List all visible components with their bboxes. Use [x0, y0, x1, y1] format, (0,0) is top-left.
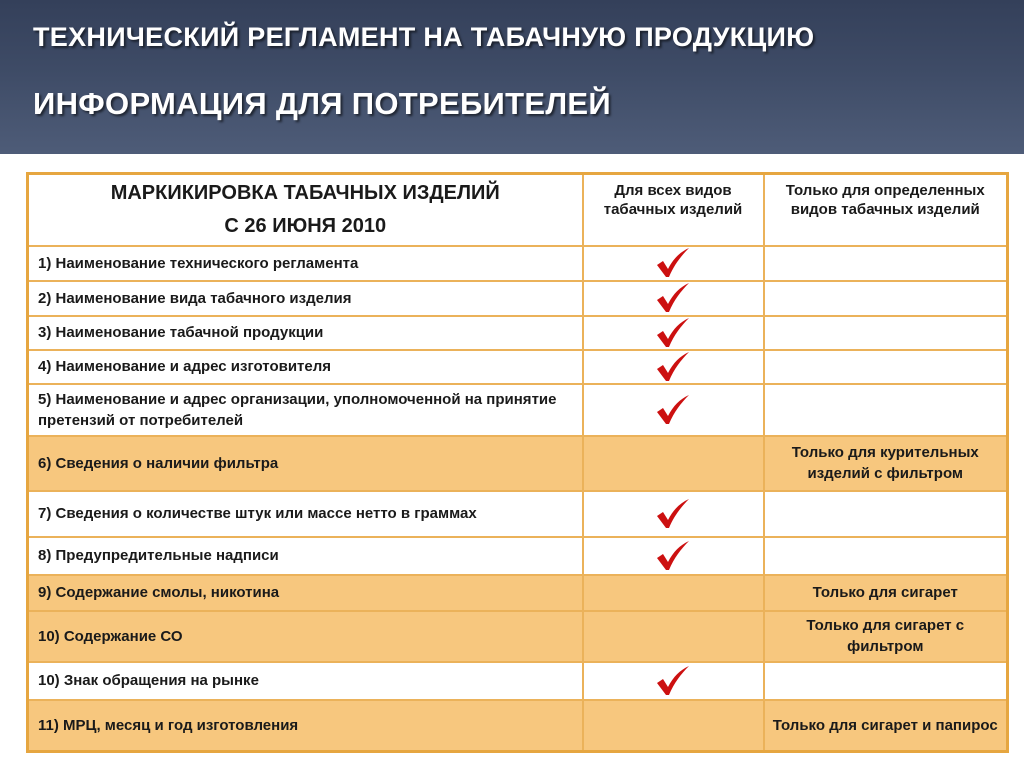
table-row	[28, 491, 1008, 537]
row-label: 5) Наименование и адрес организации, уполномоченной на принятие претензий от потребителей	[28, 384, 583, 436]
labeling-table-container	[26, 172, 1006, 753]
specific-types-cell: Только для курительных изделий с фильтром	[764, 436, 1008, 491]
all-types-cell	[583, 350, 764, 384]
all-types-cell	[583, 575, 764, 611]
table-row	[28, 246, 1008, 281]
row-label: 11) МРЦ, месяц и год изготовления	[28, 700, 583, 752]
row-label: 7) Сведения о количестве штук или массе нетто в граммах	[28, 491, 583, 537]
table-row	[28, 316, 1008, 350]
all-types-cell	[583, 384, 764, 436]
specific-types-cell	[764, 281, 1008, 316]
all-types-cell	[583, 281, 764, 316]
row-label: 9) Содержание смолы, никотина	[28, 575, 583, 611]
row-label: 8) Предупредительные надписи	[28, 537, 583, 575]
all-types-cell	[583, 662, 764, 700]
all-types-cell	[583, 700, 764, 752]
table-row	[28, 537, 1008, 575]
checkmark-icon	[654, 665, 692, 697]
row-label: 1) Наименование технического регламента	[28, 246, 583, 281]
slide-title: ТЕХНИЧЕСКИЙ РЕГЛАМЕНТ НА ТАБАЧНУЮ ПРОДУКЦИЮ	[33, 22, 815, 52]
specific-types-cell	[764, 350, 1008, 384]
checkmark-icon	[654, 498, 692, 530]
specific-types-cell: Только для сигарет с фильтром	[764, 611, 1008, 662]
table-row	[28, 384, 1008, 436]
checkmark-icon	[654, 540, 692, 572]
specific-types-cell	[764, 537, 1008, 575]
all-types-cell	[583, 436, 764, 491]
specific-types-cell: Только для сигарет и папирос	[764, 700, 1008, 752]
table-row	[28, 575, 1008, 611]
slide-subtitle: ИНФОРМАЦИЯ ДЛЯ ПОТРЕБИТЕЛЕЙ	[33, 86, 611, 121]
table-header-main-line2: С 26 ИЮНЯ 2010	[224, 214, 387, 237]
table-row	[28, 436, 1008, 491]
labeling-table	[26, 172, 1009, 753]
row-label: 10) Знак обращения на рынке	[28, 662, 583, 700]
table-row	[28, 611, 1008, 662]
checkmark-icon	[654, 282, 692, 314]
row-label: 10) Содержание СО	[28, 611, 583, 662]
checkmark-icon	[654, 351, 692, 383]
table-row	[28, 350, 1008, 384]
specific-types-cell: Только для сигарет	[764, 575, 1008, 611]
specific-types-cell	[764, 384, 1008, 436]
table-row	[28, 281, 1008, 316]
table-header-main	[28, 174, 583, 246]
specific-types-cell	[764, 662, 1008, 700]
row-label: 2) Наименование вида табачного изделия	[28, 281, 583, 316]
all-types-cell	[583, 316, 764, 350]
row-label: 3) Наименование табачной продукции	[28, 316, 583, 350]
specific-types-cell	[764, 491, 1008, 537]
checkmark-icon	[654, 247, 692, 279]
all-types-cell	[583, 491, 764, 537]
row-label: 6) Сведения о наличии фильтра	[28, 436, 583, 491]
row-label: 4) Наименование и адрес изготовителя	[28, 350, 583, 384]
checkmark-icon	[654, 317, 692, 349]
specific-types-cell	[764, 316, 1008, 350]
specific-types-cell	[764, 246, 1008, 281]
table-row	[28, 662, 1008, 700]
table-header-row	[28, 174, 1008, 246]
column-header-specific-types: Только для определенных видов табачных изделий	[764, 174, 1008, 246]
table-row	[28, 700, 1008, 752]
table-header-main-line1: МАРКИКИРОВКА ТАБАЧНЫХ ИЗДЕЛИЙ	[110, 181, 500, 204]
all-types-cell	[583, 611, 764, 662]
checkmark-icon	[654, 394, 692, 426]
slide-header	[0, 0, 1024, 154]
all-types-cell	[583, 246, 764, 281]
column-header-all-types: Для всех видов табачных изделий	[583, 174, 764, 246]
all-types-cell	[583, 537, 764, 575]
